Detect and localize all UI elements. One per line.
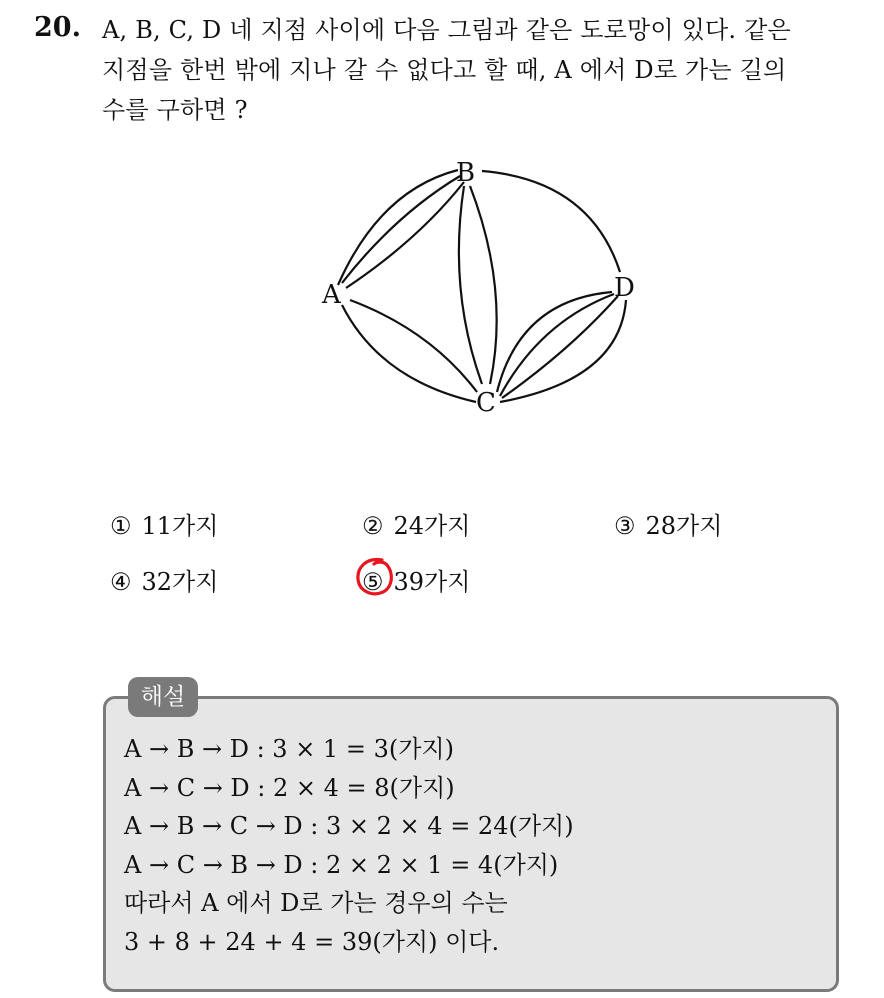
road-b-c-2 — [470, 186, 497, 384]
question-line: 지점을 한번 밖에 지나 갈 수 없다고 할 때, A 에서 D로 가는 길의 — [102, 56, 787, 84]
road-a-b-1 — [338, 170, 458, 285]
choice-text: 11가지 — [141, 512, 219, 540]
node-label-a: A — [322, 280, 341, 310]
answer-circle-mark — [352, 554, 398, 600]
choice-number: ④ — [110, 568, 132, 596]
road-a-b-3 — [346, 182, 464, 288]
node-label-b: B — [456, 158, 476, 188]
choice-3[interactable] — [614, 506, 722, 541]
solution-line: 따라서 A 에서 D로 가는 경우의 수는 — [124, 889, 508, 917]
road-a-c-1 — [342, 305, 476, 402]
choice-number: ⑤ — [362, 568, 384, 596]
choice-1[interactable] — [110, 506, 218, 541]
choice-text: 39가지 — [393, 568, 471, 596]
solution-line: 3 + 8 + 24 + 4 = 39(가지) 이다. — [124, 927, 500, 956]
road-b-d — [482, 171, 620, 272]
choice-number: ② — [362, 512, 384, 540]
question-text — [102, 10, 862, 130]
node-label-c: C — [476, 388, 496, 418]
choice-number: ① — [110, 512, 132, 540]
solution-text — [124, 730, 574, 961]
road-network-diagram — [310, 150, 650, 420]
question-number: 20. — [34, 12, 81, 43]
choice-number: ③ — [614, 512, 636, 540]
question-line: A, B, C, D 네 지점 사이에 다음 그림과 같은 도로망이 있다. 같은 — [102, 16, 791, 44]
choice-text: 28가지 — [645, 512, 723, 540]
node-label-d: D — [614, 273, 635, 303]
solution-line: A → B → D : 3 × 1 = 3(가지) — [124, 735, 454, 763]
question-line: 수를 구하면 ? — [102, 96, 248, 124]
road-c-d-3 — [502, 296, 618, 398]
choice-2[interactable] — [362, 506, 470, 541]
choice-text: 24가지 — [393, 512, 471, 540]
solution-tab-label: 해설 — [128, 677, 198, 717]
choice-4[interactable] — [110, 562, 218, 597]
solution-line: A → C → D : 2 × 4 = 8(가지) — [124, 773, 455, 802]
road-a-b-2 — [342, 176, 460, 283]
solution-line: A → C → B → D : 2 × 2 × 1 = 4(가지) — [124, 850, 559, 879]
choice-text: 32가지 — [141, 568, 219, 596]
road-c-d-1 — [497, 292, 612, 392]
solution-line: A → B → C → D : 3 × 2 × 4 = 24(가지) — [124, 812, 574, 840]
road-b-c-1 — [459, 186, 482, 384]
